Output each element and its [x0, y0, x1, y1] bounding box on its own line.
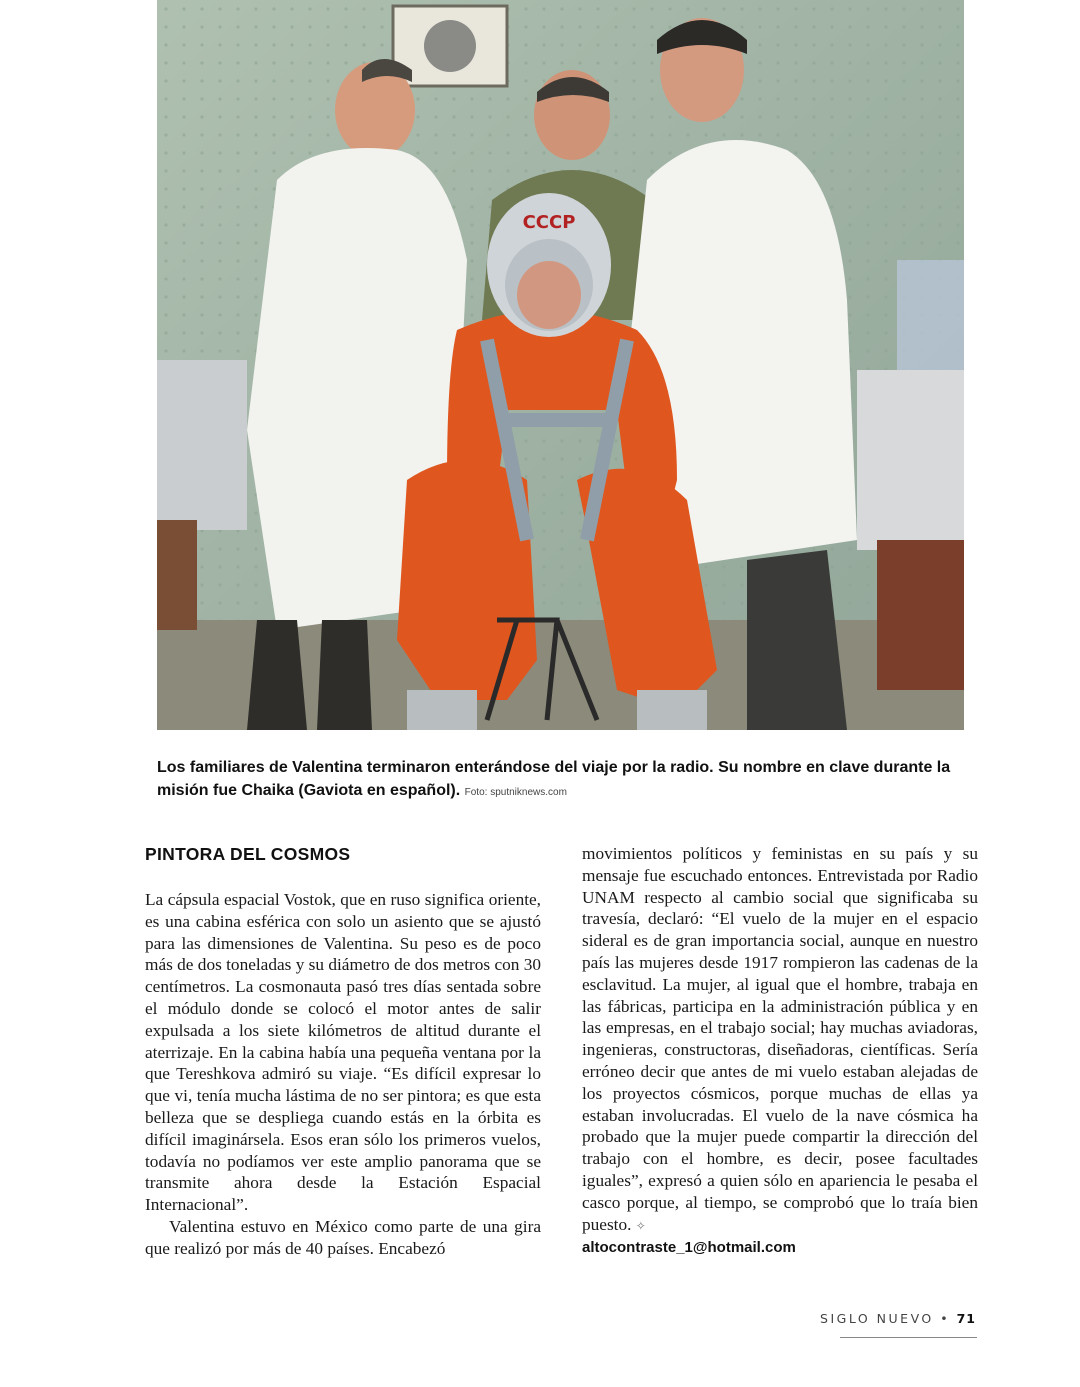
photo-caption [157, 756, 957, 804]
article-column-left [145, 843, 541, 1260]
end-mark-icon: ✧ [635, 1218, 646, 1233]
footer-separator: • [940, 1311, 951, 1326]
cosmonaut-photo [157, 0, 964, 730]
photo-credit: Foto: sputniknews.com [464, 787, 567, 798]
page-footer [820, 1311, 976, 1326]
publication-name: SIGLO NUEVO [820, 1311, 934, 1326]
article-column-right [582, 843, 978, 1258]
page-number: 71 [956, 1311, 976, 1326]
helmet-lettering: CCCP [522, 212, 576, 233]
article-paragraph-2: Valentina estuvo en México como parte de una gira que realizó por más de 40 países. Encabezó [145, 1216, 541, 1258]
article-paragraph-1: La cápsula espacial Vostok, que en ruso significa oriente, es una cabina esférica con solo un asiento que se ajustó para las dimensiones de Valentina. Su peso es de poco más de dos toneladas y su diámetro de dos metros con 30 centímetros. La cosmonauta pasó tres días sentada sobre el módulo donde se colocó el motor antes de salir expulsada a los siete kilómetros de altitud durante el aterrizaje. En la cabina había una pequeña ventana por la que Tereshkova admiró su viaje. “Es difícil expresar lo que vi, tenía mucha lástima de no ser pintora; es que esta belleza que se despliega cuando estás en la órbita es difícil imaginársela. Esos eran sólo los primeros vuelos, todavía no podíamos ver este amplio panorama que se transmite ahora desde la Estación Espacial Internacional”. [145, 890, 541, 1215]
footer-rule [840, 1337, 977, 1338]
article-paragraph-3: movimientos políticos y feministas en su país y su mensaje fue escuchado entonces. Entrevistada por Radio UNAM respecto al cambio social que significaba su travesía, declaró: “El vuelo de la mujer en el espacio sideral es de gran importancia social, aunque en nuestro país las mujeres desde 1917 rompieron las cadenas de la esclavitud. La mujer, al igual que el hombre, trabaja en las fábricas, participa en la administración pública y en las empresas, en el trabajo social; hay muchas aviadoras, ingenieras, constructoras, diseñadoras, científicas. Sería erróneo decir que antes de mi vuelo estaban alejadas de los proyectos cósmicos, porque muchas de ellas ya estaban involucradas. El vuelo de la nave cósmica ha probado que la mujer puede compartir la dirección del trabajo con el hombre, es decir, posee facultades iguales”, expresó a quien sólo en apariencia le pesaba el casco porque, al tiempo, se comprobó que lo traía bien puesto. [582, 844, 978, 1234]
caption-text: Los familiares de Valentina terminaron enterándose del viaje por la radio. Su nombre en clave durante la misión fue Chaika (Gaviota en español). [157, 759, 951, 799]
section-heading: PINTORA DEL COSMOS [145, 844, 351, 864]
author-email: altocontraste_1@hotmail.com [582, 1239, 796, 1257]
